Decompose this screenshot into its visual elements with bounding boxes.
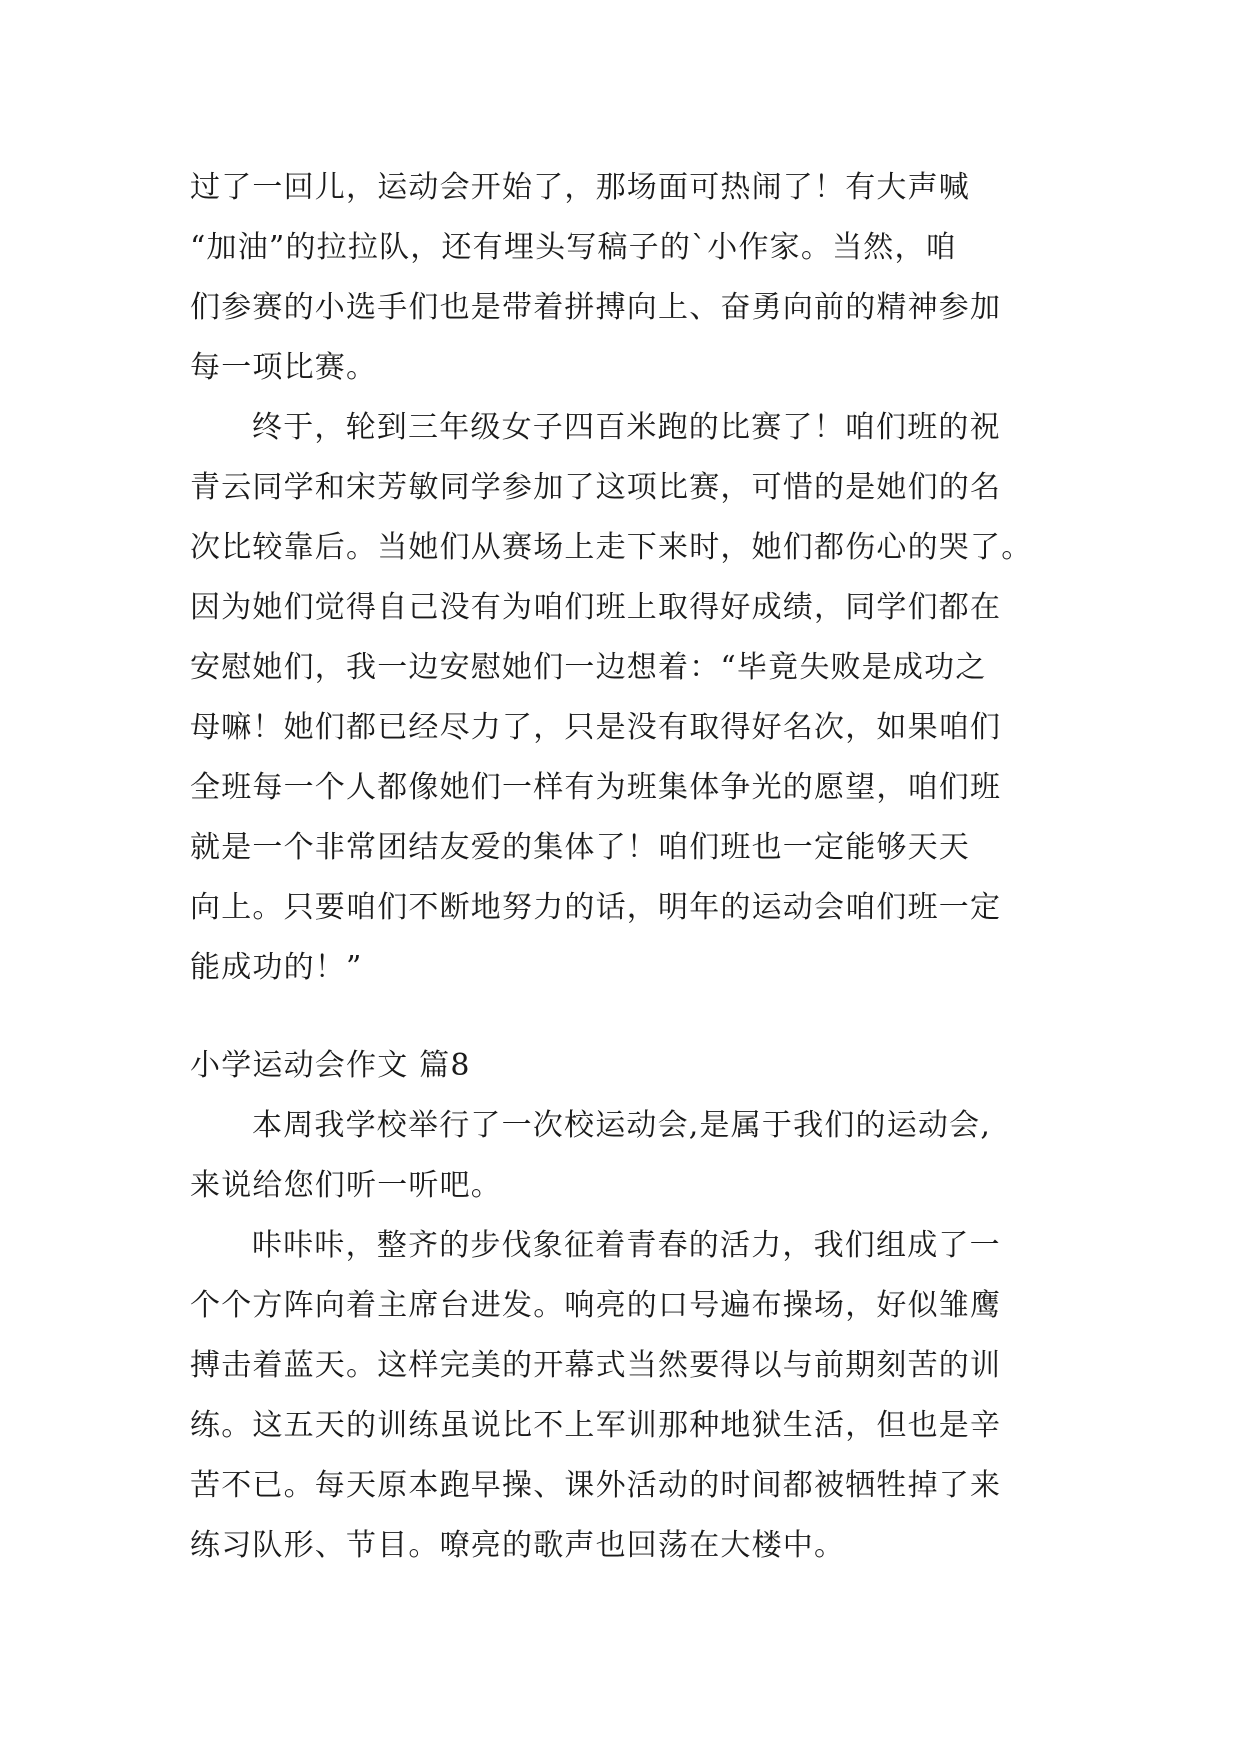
text-line: 安慰她们，我一边安慰她们一边想着：“毕竟失败是成功之 xyxy=(190,650,987,685)
text-line: 个个方阵向着主席台进发。响亮的口号遍布操场，好似雏鹰 xyxy=(190,1288,1002,1323)
text-line: 向上。只要咱们不断地努力的话，明年的运动会咱们班一定 xyxy=(190,890,1002,925)
text-line: 苦不已。每天原本跑早操、课外活动的时间都被牺牲掉了来 xyxy=(190,1468,1002,1503)
text-line: “加油”的拉拉队，还有埋头写稿子的`小作家。当然，咱 xyxy=(190,230,957,265)
text-line: 青云同学和宋芳敏同学参加了这项比赛，可惜的是她们的名 xyxy=(190,470,1002,505)
text-line: 能成功的！” xyxy=(190,950,363,985)
text-line: 因为她们觉得自己没有为咱们班上取得好成绩，同学们都在 xyxy=(190,590,1002,625)
text-line: 过了一回儿，运动会开始了，那场面可热闹了！有大声喊 xyxy=(190,170,970,205)
text-line: 练习队形、节目。嘹亮的歌声也回荡在大楼中。 xyxy=(190,1528,846,1563)
section-heading: 小学运动会作文 篇8 xyxy=(190,1048,471,1083)
text-line: 们参赛的小选手们也是带着拼搏向上、奋勇向前的精神参加 xyxy=(190,290,1002,325)
text-line: 来说给您们听一听吧。 xyxy=(190,1168,502,1203)
text-line: 终于，轮到三年级女子四百米跑的比赛了！咱们班的祝 xyxy=(252,410,1001,445)
text-line: 母嘛！她们都已经尽力了，只是没有取得好名次，如果咱们 xyxy=(190,710,1002,745)
text-line: 就是一个非常团结友爱的集体了！咱们班也一定能够天天 xyxy=(190,830,970,865)
text-line: 练。这五天的训练虽说比不上军训那种地狱生活，但也是辛 xyxy=(190,1408,1002,1443)
text-line: 全班每一个人都像她们一样有为班集体争光的愿望，咱们班 xyxy=(190,770,1002,805)
text-line: 每一项比赛。 xyxy=(190,350,378,385)
text-line: 次比较靠后。当她们从赛场上走下来时，她们都伤心的哭了。 xyxy=(190,530,1033,565)
text-line: 搏击着蓝天。这样完美的开幕式当然要得以与前期刻苦的训 xyxy=(190,1348,1002,1383)
text-line: 咔咔咔，整齐的步伐象征着青春的活力，我们组成了一 xyxy=(252,1228,1001,1263)
text-line: 本周我学校举行了一次校运动会,是属于我们的运动会, xyxy=(252,1108,992,1143)
